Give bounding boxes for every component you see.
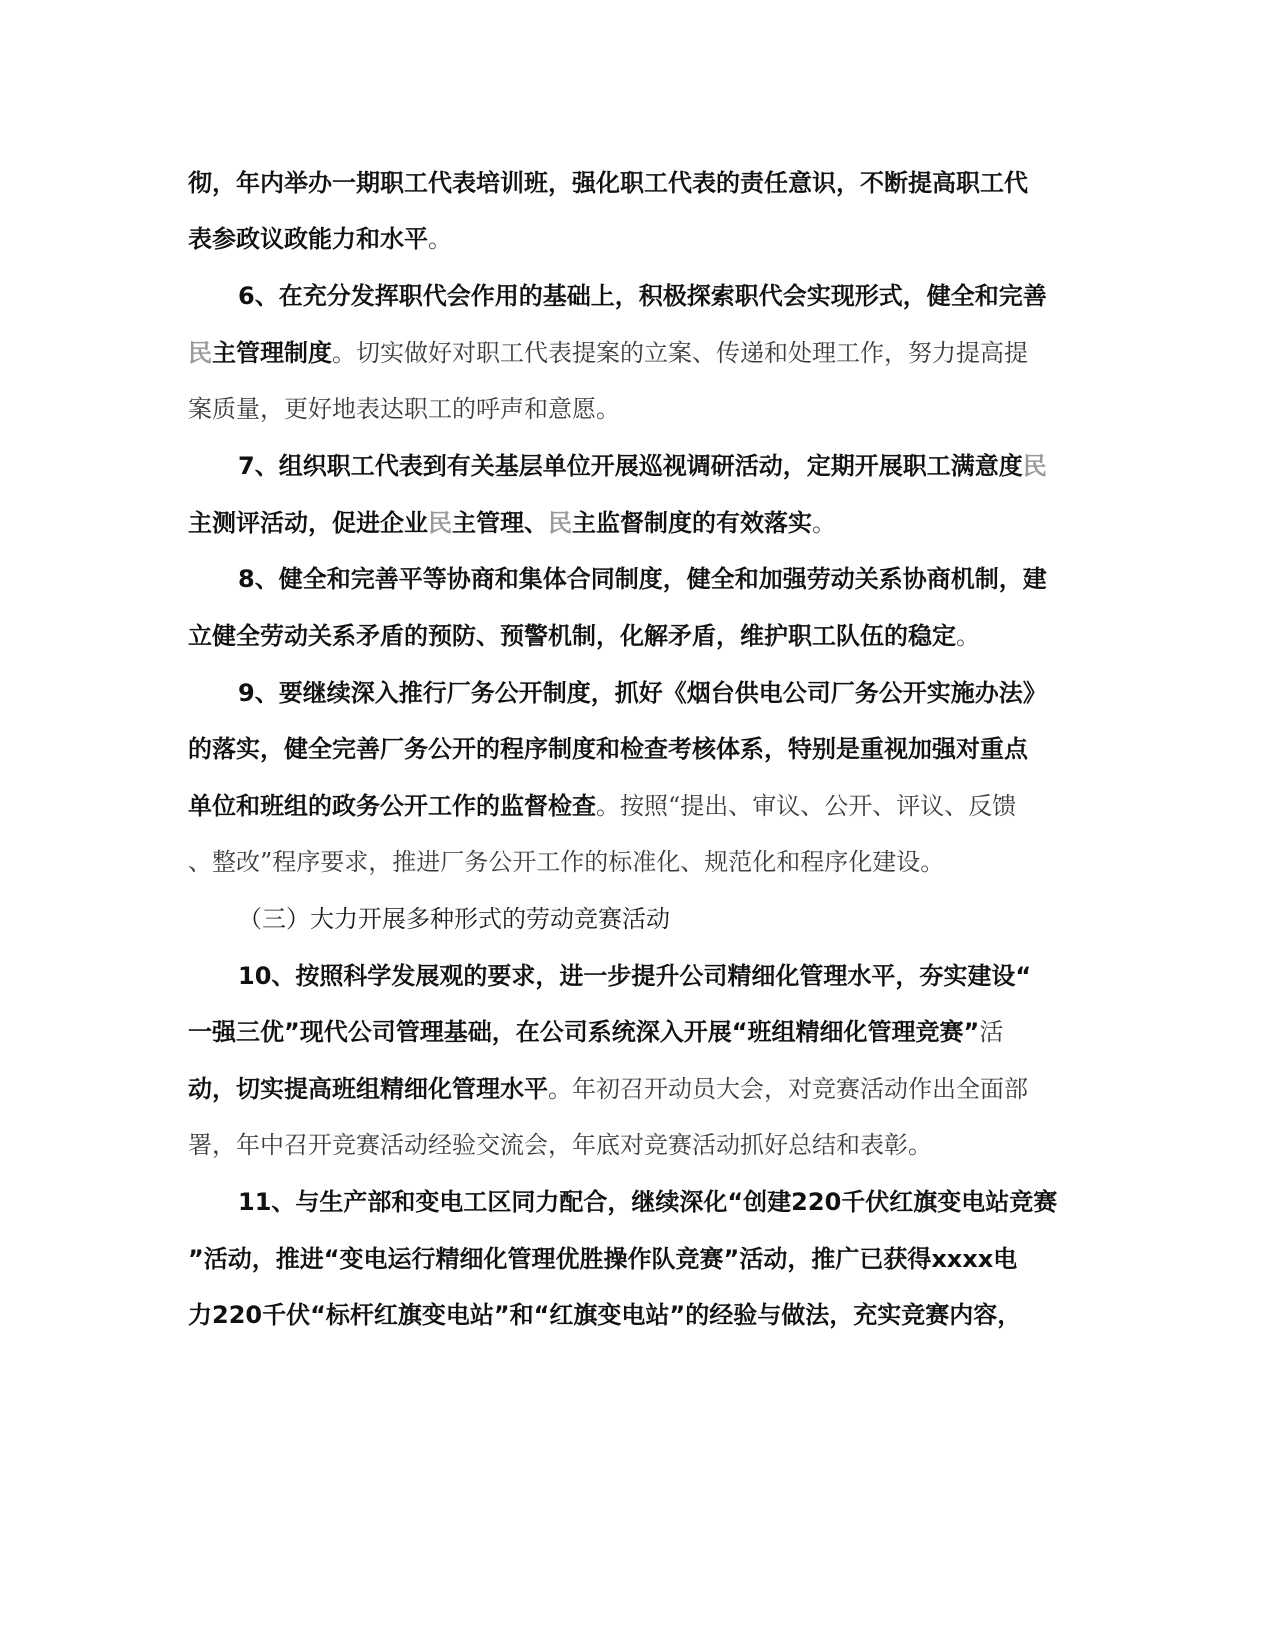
text-run: 立健全劳动关系矛盾的预防、预警机制，化解矛盾，维护职工队伍的稳定 bbox=[188, 622, 956, 650]
text-run: 。 bbox=[428, 225, 452, 253]
text-run: ”活动，推进“变电运行精细化管理优胜操作队竞赛”活动，推广已获得xxxx电 bbox=[188, 1245, 1018, 1273]
text-line bbox=[188, 732, 1088, 766]
text-run: 8、健全和完善平等协商和集体合同制度，健全和加强劳动关系协商机制，建 bbox=[238, 565, 1047, 593]
text-run: 主管理制度 bbox=[212, 339, 332, 367]
text-run: 单位和班组的政务公开工作的监督检查 bbox=[188, 792, 596, 820]
text-line bbox=[188, 1015, 1088, 1049]
text-line bbox=[188, 1128, 1088, 1162]
paragraph-7 bbox=[238, 449, 1138, 483]
text-line bbox=[188, 222, 1088, 256]
text-run: 6、在充分发挥职代会作用的基础上，积极探索职代会实现形式，健全和完善 bbox=[238, 282, 1047, 310]
paragraph-6 bbox=[238, 279, 1138, 313]
text-run: 。 bbox=[812, 509, 836, 537]
paragraph-8 bbox=[238, 562, 1138, 596]
text-run: 、整改”程序要求，推进厂务公开工作的标准化、规范化和程序化建设。 bbox=[188, 848, 945, 876]
text-run: 。年初召开动员大会，对竞赛活动作出全面部 bbox=[548, 1075, 1028, 1103]
text-run: 力220千伏“标杆红旗变电站”和“红旗变电站”的经验与做法，充实竞赛内容， bbox=[188, 1301, 1022, 1329]
text-run: 主管理、 bbox=[452, 509, 548, 537]
text-run: 民 bbox=[428, 509, 452, 537]
text-run: 主监督制度的有效落实 bbox=[572, 509, 812, 537]
text-line bbox=[188, 1242, 1088, 1276]
text-line bbox=[188, 845, 1088, 879]
text-line bbox=[188, 1298, 1088, 1332]
text-run: 11、与生产部和变电工区同力配合，继续深化“创建220千伏红旗变电站竞赛 bbox=[238, 1188, 1058, 1216]
text-run: 民 bbox=[548, 509, 572, 537]
text-line bbox=[188, 392, 1088, 426]
text-run: 10、按照科学发展观的要求，进一步提升公司精细化管理水平，夯实建设“ bbox=[238, 962, 1032, 990]
text-run: 动，切实提高班组精细化管理水平 bbox=[188, 1075, 548, 1103]
text-run: 9、要继续深入推行厂务公开制度，抓好《烟台供电公司厂务公开实施办法》 bbox=[238, 679, 1047, 707]
text-run: 署，年中召开竞赛活动经验交流会，年底对竞赛活动抓好总结和表彰。 bbox=[188, 1131, 932, 1159]
text-run: 表参政议政能力和水平 bbox=[188, 225, 428, 253]
text-run: 彻，年内举办一期职工代表培训班，强化职工代表的责任意识，不断提高职工代 bbox=[188, 169, 1028, 197]
text-run: （三）大力开展多种形式的劳动竞赛活动 bbox=[238, 905, 670, 933]
paragraph-10 bbox=[238, 959, 1138, 993]
text-run: 。按照“提出、审议、公开、评议、反馈 bbox=[596, 792, 1017, 820]
text-line bbox=[188, 336, 1088, 370]
text-line bbox=[188, 619, 1088, 653]
paragraph-11 bbox=[238, 1185, 1138, 1219]
text-run: 民 bbox=[188, 339, 212, 367]
text-run: 。 bbox=[956, 622, 980, 650]
text-run: 活 bbox=[979, 1018, 1004, 1046]
text-line bbox=[188, 789, 1088, 823]
text-run: 民 bbox=[1022, 452, 1047, 480]
text-line bbox=[188, 506, 1088, 540]
text-run: 。切实做好对职工代表提案的立案、传递和处理工作，努力提高提 bbox=[332, 339, 1028, 367]
text-run: 案质量，更好地表达职工的呼声和意愿。 bbox=[188, 395, 620, 423]
text-line bbox=[188, 166, 1088, 200]
text-run: 的落实，健全完善厂务公开的程序制度和检查考核体系，特别是重视加强对重点 bbox=[188, 735, 1028, 763]
paragraph-9 bbox=[238, 676, 1138, 710]
text-line bbox=[188, 1072, 1088, 1106]
section-heading bbox=[238, 902, 1138, 936]
text-run: 主测评活动，促进企业 bbox=[188, 509, 428, 537]
text-run: 7、组织职工代表到有关基层单位开展巡视调研活动，定期开展职工满意度 bbox=[238, 452, 1023, 480]
text-run: 一强三优”现代公司管理基础，在公司系统深入开展“班组精细化管理竞赛” bbox=[188, 1018, 980, 1046]
